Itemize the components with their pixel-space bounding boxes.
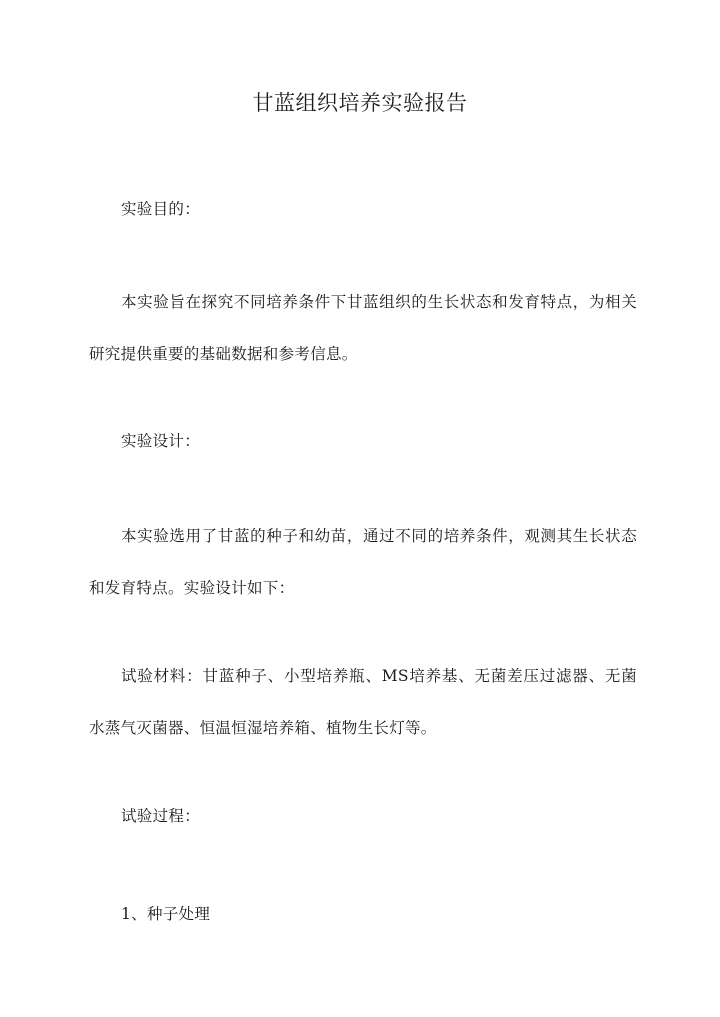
materials-paragraph: 试验材料：甘蓝种子、小型培养瓶、MS培养基、无菌差压过滤器、无菌水蒸气灭菌器、恒温恒湿培养箱、植物生长灯等。: [89, 667, 637, 737]
design-paragraph: 本实验选用了甘蓝的种子和幼苗，通过不同的培养条件，观测其生长状态和发育特点。实验设计如下：: [89, 527, 637, 597]
design-heading: 实验设计：: [121, 432, 201, 450]
purpose-paragraph: 本实验旨在探究不同培养条件下甘蓝组织的生长状态和发育特点，为相关研究提供重要的基础数据和参考信息。: [89, 293, 637, 363]
step-1-heading: 1、种子处理: [121, 905, 211, 923]
purpose-heading: 实验目的：: [121, 200, 201, 218]
process-heading: 试验过程：: [121, 807, 201, 825]
document-title: 甘蓝组织培养实验报告: [252, 91, 468, 115]
